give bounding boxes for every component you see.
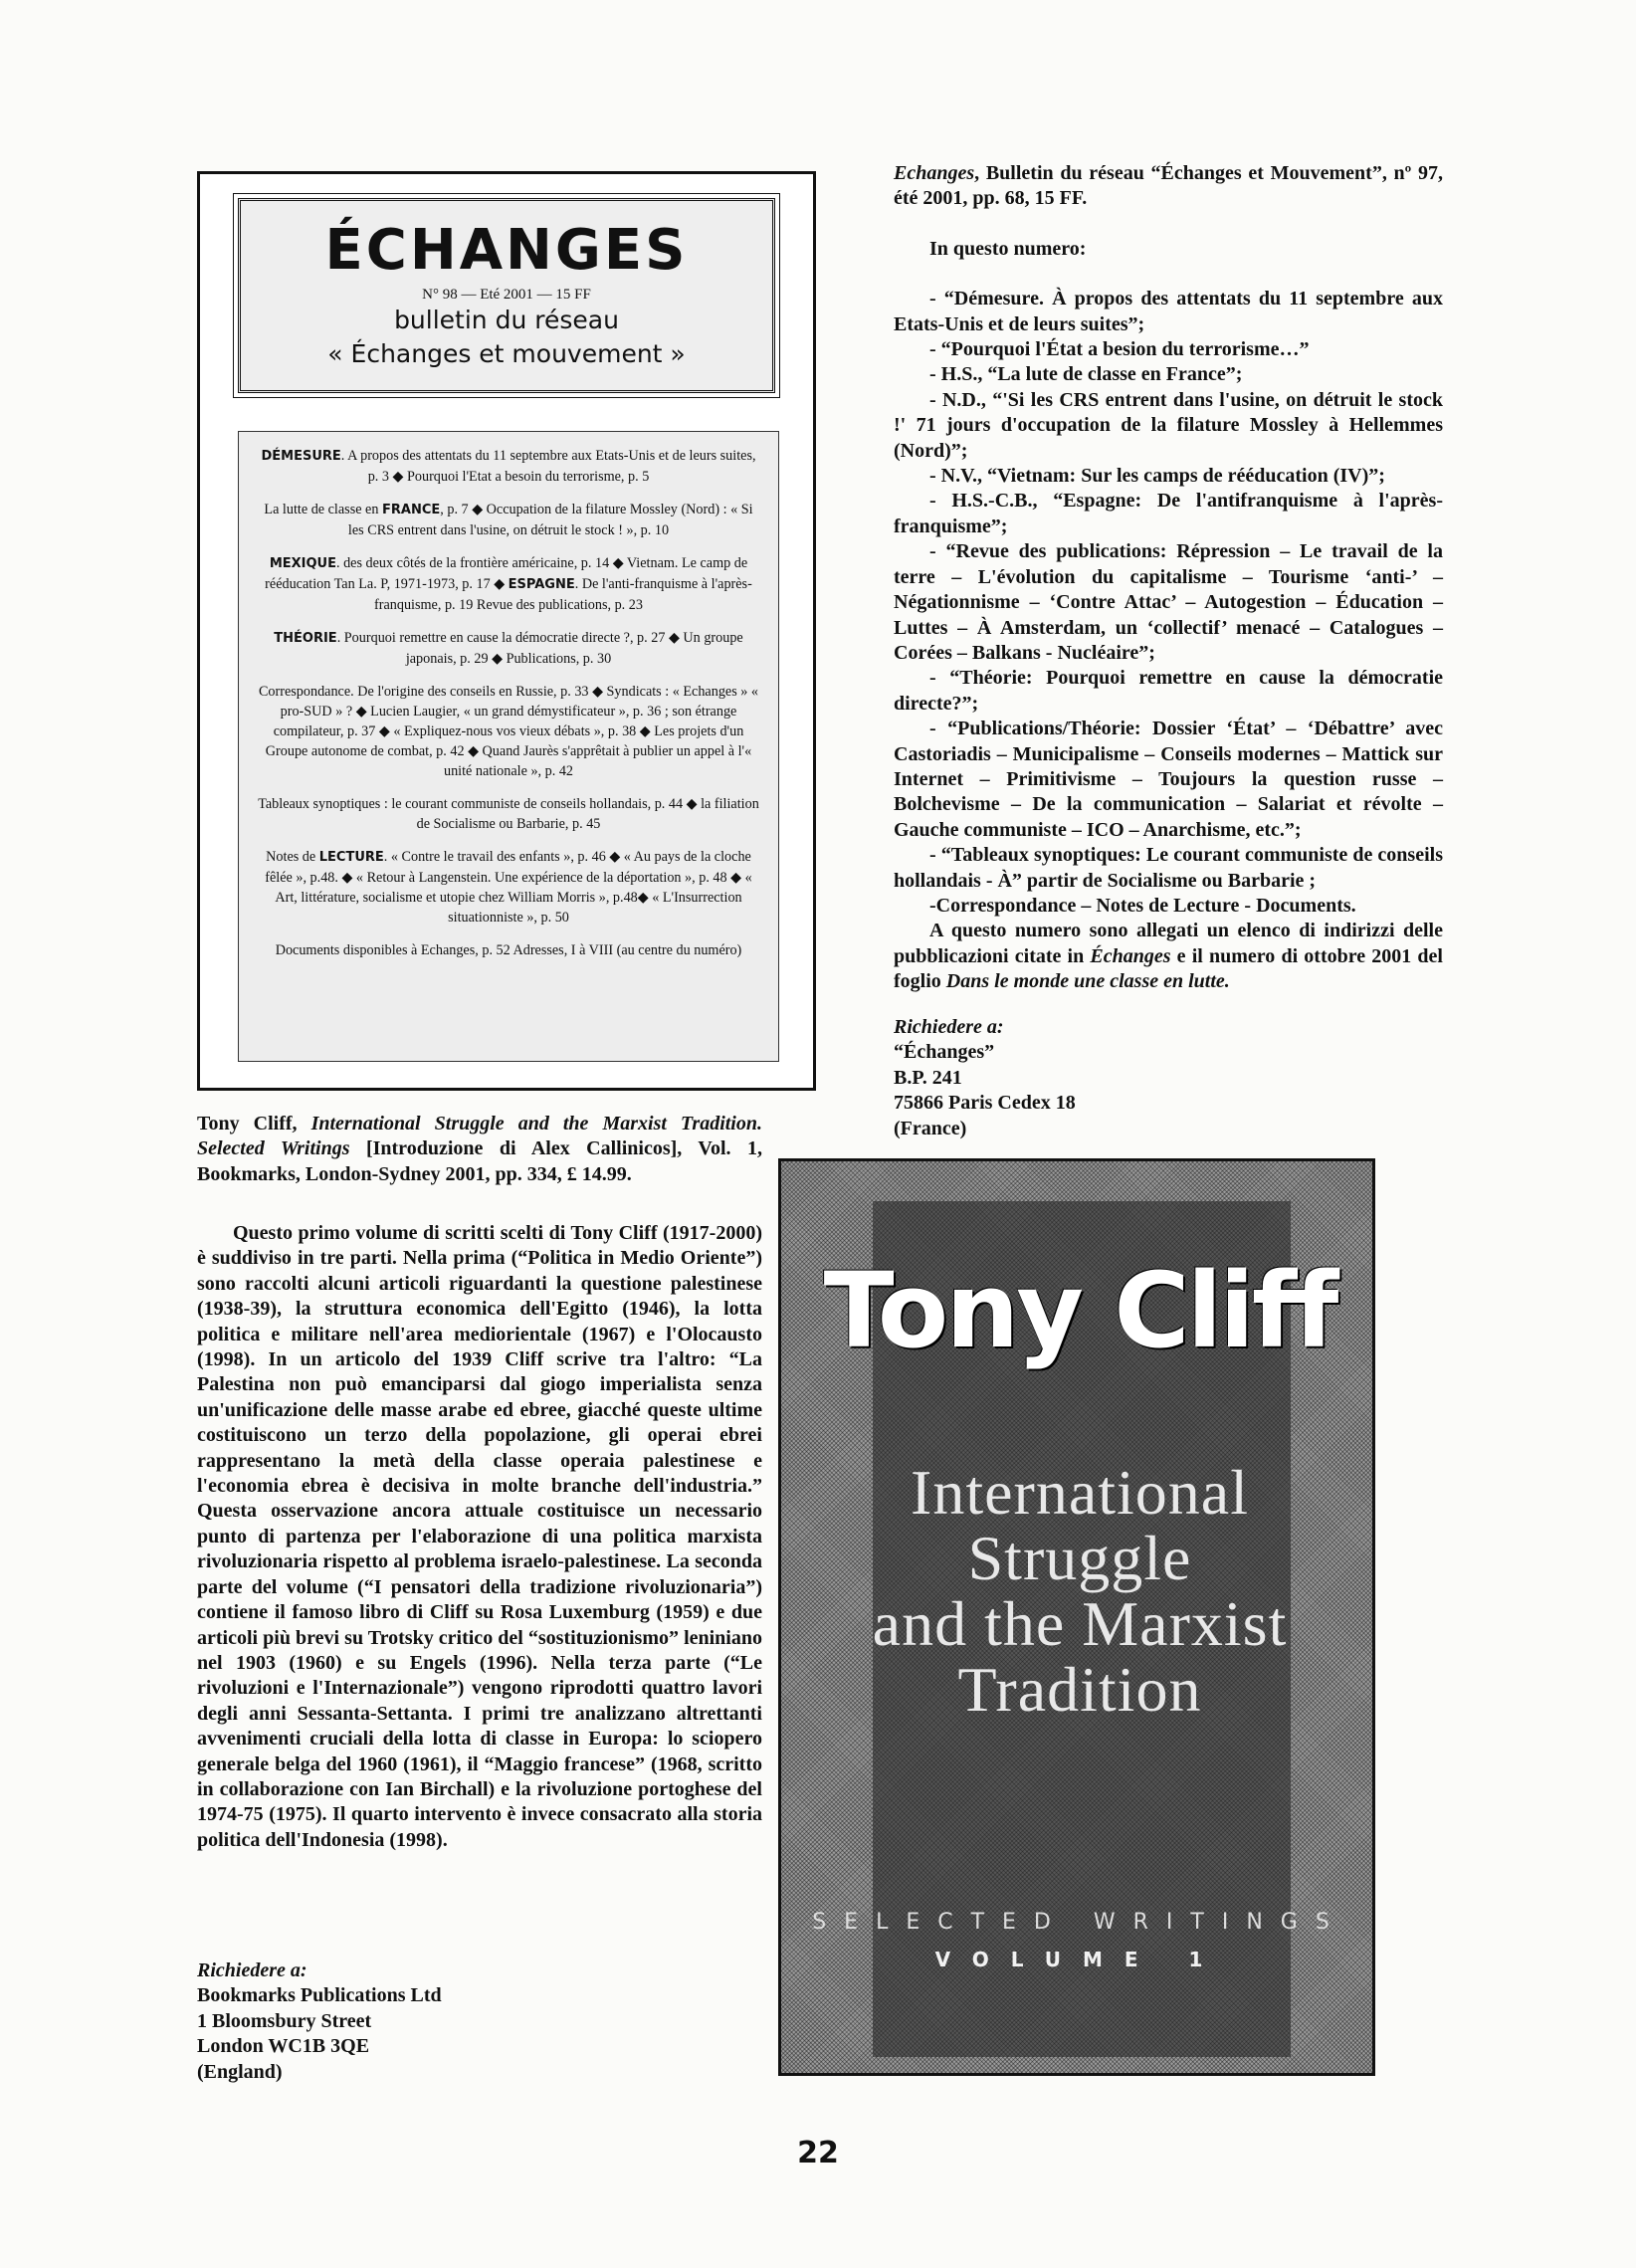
echanges-review bbox=[894, 161, 1443, 995]
address-line: (France) bbox=[894, 1117, 967, 1139]
toc-entry: Documents disponibles à Echanges, p. 52 Adresses, I à VIII (au centre du numéro) bbox=[275, 942, 742, 958]
cover-author: Tony Cliff bbox=[823, 1250, 1336, 1371]
toc-entry: MEXIQUE. des deux côtés de la frontière américaine, p. 14 ◆ Vietnam. Le camp de rééducation Tan La. P, 1971-1973, p. 17 ◆ ESPAGNE. De l'anti-franquisme à l'après-franquisme, p. 19 Revue des publications, p. 23 bbox=[265, 555, 752, 613]
request-label: Richiedere a: bbox=[197, 1959, 307, 1981]
review-item: - H.S., “La lute de classe en France”; bbox=[929, 363, 1243, 386]
cover-subtitle-2: « Échanges et mouvement » bbox=[327, 339, 686, 368]
review-item: - “Publications/Théorie: Dossier ‘État’ – ‘Débattre’ avec Castoriadis – Municipalisme – Conseils modernes – Mattick sur Internet – Primitivisme – Toujours la question russe – Bolchevisme – De la communication – Salariat et révolte – Gauche communiste – ICO – Anarchisme, etc.”; bbox=[894, 718, 1443, 841]
cover-table-of-contents bbox=[238, 431, 779, 1062]
toc-entry: Notes de LECTURE. « Contre le travail des enfants », p. 46 ◆ « Au pays de la cloche fêlée », p.48. ◆ « Retour à Langenstein. Une expérience de la déportation », p. 48 ◆ « Art, littérature, socialisme et utopie chez William Morris », p.48◆ « L'Insurrection situationniste », p. 50 bbox=[265, 849, 752, 926]
cover-subtitle: SELECTED WRITINGS bbox=[812, 1910, 1347, 1935]
page-number: 22 bbox=[797, 2136, 839, 2170]
address-line: London WC1B 3QE bbox=[197, 2035, 370, 2058]
review-item: - “Théorie: Pourquoi remettre en cause la démocratie directe?”; bbox=[894, 667, 1443, 715]
review-item: - H.S.-C.B., “Espagne: De l'antifranquisme à l'après-franquisme”; bbox=[894, 490, 1443, 537]
review-item: -Correspondance – Notes de Lecture - Documents. bbox=[929, 894, 1356, 917]
review-closing: A questo numero sono allegati un elenco di indirizzi delle pubblicazioni citate in Échanges e il numero di ottobre 2001 del foglio Dans le monde une classe en lutte. bbox=[894, 920, 1443, 993]
address-line: B.P. 241 bbox=[894, 1066, 962, 1089]
cover-title: ÉCHANGES bbox=[324, 218, 689, 283]
toc-entry: Correspondance. De l'origine des conseils en Russie, p. 33 ◆ Syndicats : « Echanges » « pro-SUD » ? ◆ Lucien Laugier, « un grand démystificateur », p. 36 ; son étrange compilateur, p. 37 ◆ « Expliquez-nous vos vieux débats », p. 38 ◆ Les projets d'un Groupe autonome de combat, p. 42 ◆ Quand Jaurès s'apprêtait à publier un appel à l'« unité nationale », p. 42 bbox=[258, 684, 759, 779]
review-item: - “Revue des publications: Répression – Le travail de la terre – L'évolution du capitalisme – Tourisme ‘anti-’ – Négationnisme – ‘Contre Attac’ – Autogestion – Éducation – Luttes – À Amsterdam, un ‘collectif’ menacé – Catalogues – Corées – Balkans - Nucléaire”; bbox=[894, 540, 1443, 664]
review-item: - N.D., “'Si les CRS entrent dans l'usine, on détruit le stock !' 71 jours d'occupation de la filature Mossley à Hellemmes (Nord)”; bbox=[894, 388, 1443, 462]
toc-entry: DÉMESURE. A propos des attentats du 11 septembre aux Etats-Unis et de leurs suites, p. 3 ◆ Pourquoi l'Etat a besoin du terrorisme, p. 5 bbox=[261, 448, 756, 485]
cliff-review-heading: Tony Cliff, International Struggle and the Marxist Tradition. Selected Writings [Introduzione di Alex Callinicos], Vol. 1, Bookmarks, London-Sydney 2001, pp. 334, £ 14.99. bbox=[197, 1113, 762, 1185]
address-line: Bookmarks Publications Ltd bbox=[197, 1984, 442, 2007]
cliff-review-body: Questo primo volume di scritti scelti di Tony Cliff (1917-2000) è suddiviso in tre parti. Nella prima (“Politica in Medio Oriente”) sono raccolti alcuni articoli riguardanti la questione palestinese (1938-39), la struttura economica dell'Egitto (1946), la lotta politica e militare nell'area mediorientale (1967) e l'Olocausto (1998). In un articolo del 1939 Cliff scrive tra l'altro: “La Palestina non può emanciparsi dal giogo imperialista senza un'unificazione delle masse arabe ed ebree, giacché queste ultime costituiscono un terzo della popolazione, gli operai ebrei rappresentano la metà della classe operaia palestinese e l'economia ebrea è decisiva in molte branche dell'industria.” Questa osservazione ancora attuale costituisce un necessario punto di partenza per l'elaborazione di una politica marxista rivoluzionaria rispetto al problema israelo-palestinese. La seconda parte del volume (“I pensatori della tradizione rivoluzionaria”) contiene il famoso libro di Cliff su Rosa Luxemburg (1959) e due articoli più brevi su Trotsky critico del “sostituzionismo” leniniano nel 1903 (1960) e su Engels (1996). Nella terza parte (“Le rivoluzioni e l'Internazionale”) vengono riprodotti quattro lavori degli anni Sessanta-Settanta. I primi tre analizzano altrettanti avvenimenti cruciali della lotta di classe in Europa: lo sciopero generale belga del 1960 (1961), il “Maggio francese” (1968, scritto in collaborazione con Ian Birchall) e la rivoluzione portoghese del 1974-75 (1975). Il quarto intervento è invece consacrato alla storia politica dell'Indonesia (1998). bbox=[197, 1222, 762, 1851]
review-intro: In questo numero: bbox=[929, 237, 1087, 260]
request-label: Richiedere a: bbox=[894, 1016, 1004, 1038]
review-item: - “Tableaux synoptiques: Le courant communiste de conseils hollandais - À” partir de Socialisme ou Barbarie ; bbox=[894, 844, 1443, 892]
review-item: - “Pourquoi l'État a besion du terrorisme…” bbox=[929, 338, 1310, 361]
toc-entry: La lutte de classe en FRANCE, p. 7 ◆ Occupation de la filature Mossley (Nord) : « Si les CRS entrent dans l'usine, on détruit le stock ! », p. 10 bbox=[264, 502, 753, 538]
echanges-request-block bbox=[894, 1015, 1076, 1141]
cliff-request-block bbox=[197, 1959, 442, 2085]
review-item: - N.V., “Vietnam: Sur les camps de rééducation (IV)”; bbox=[929, 465, 1385, 488]
tony-cliff-book-cover bbox=[778, 1158, 1375, 2076]
address-line: 75866 Paris Cedex 18 bbox=[894, 1092, 1076, 1115]
address-line: 1 Bloomsbury Street bbox=[197, 2009, 372, 2032]
address-line: “Échanges” bbox=[894, 1041, 995, 1064]
cover-book-title: International Struggle and the Marxist Tradition bbox=[872, 1457, 1288, 1725]
toc-entry: THÉORIE. Pourquoi remettre en cause la démocratie directe ?, p. 27 ◆ Un groupe japonais, p. 29 ◆ Publications, p. 30 bbox=[274, 630, 743, 667]
review-heading: Echanges, Bulletin du réseau “Échanges et Mouvement”, nº 97, été 2001, pp. 68, 15 FF. bbox=[894, 162, 1443, 210]
address-line: (England) bbox=[197, 2060, 283, 2083]
toc-entry: Tableaux synoptiques : le courant communiste de conseils hollandais, p. 44 ◆ la filiation de Socialisme ou Barbarie, p. 45 bbox=[258, 796, 759, 832]
cover-volume: VOLUME 1 bbox=[934, 1948, 1225, 1971]
cover-subtitle-1: bulletin du réseau bbox=[394, 306, 619, 334]
cover-issue: N° 98 — Eté 2001 — 15 FF bbox=[422, 287, 591, 303]
review-item: - “Démesure. À propos des attentats du 11 septembre aux Etats-Unis et de leurs suites”; bbox=[894, 288, 1443, 335]
cover-masthead bbox=[238, 198, 775, 393]
echanges-cover-image bbox=[197, 171, 816, 1091]
